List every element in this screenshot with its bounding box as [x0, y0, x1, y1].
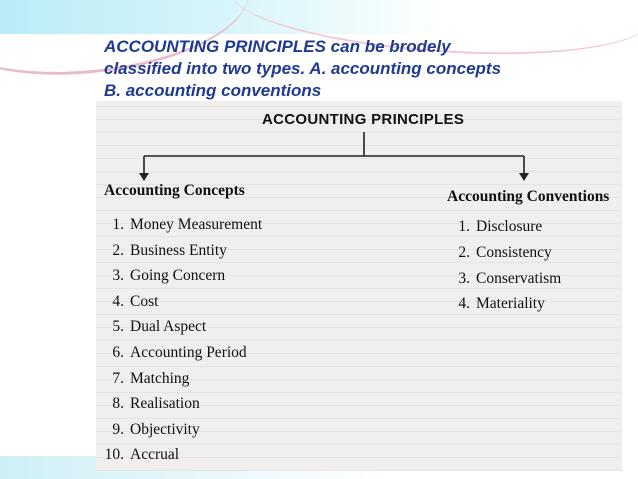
item-number: 1. [458, 218, 470, 235]
list-item [102, 340, 262, 366]
heading-line-2: classified into two types. A. accounting concepts [104, 59, 502, 78]
item-text: Dual Aspect [130, 318, 207, 336]
item-number: 1. [112, 216, 124, 233]
list-item [102, 212, 262, 238]
list-item [448, 214, 561, 240]
item-number: 5. [112, 318, 124, 336]
list-item [102, 238, 262, 264]
list-item [448, 266, 561, 292]
item-number: 4. [458, 295, 470, 313]
list-item [102, 366, 262, 392]
item-number: 9. [112, 420, 124, 438]
list-item [448, 240, 561, 266]
list-item [102, 417, 262, 443]
item-number: 7. [112, 369, 124, 387]
item-text: Objectivity [130, 420, 200, 438]
list-item [102, 289, 262, 315]
accounting-conventions-heading: Accounting Conventions [447, 188, 610, 205]
item-number: 6. [112, 343, 124, 361]
accounting-concepts-list [102, 212, 262, 468]
item-text: Accounting Period [130, 343, 247, 361]
list-item [102, 314, 262, 340]
diagram-root-title: ACCOUNTING PRINCIPLES [262, 111, 465, 128]
item-text: Business Entity [130, 241, 227, 259]
list-item [102, 442, 262, 468]
item-text: Accrual [130, 446, 180, 464]
left-arrowhead [139, 173, 149, 181]
item-number: 3. [458, 269, 470, 287]
heading-line-1: ACCOUNTING PRINCIPLES can be brodely [104, 37, 451, 56]
item-number: 2. [458, 243, 470, 261]
item-number: 2. [112, 241, 124, 259]
item-number: 3. [112, 267, 124, 285]
accounting-concepts-heading: Accounting Concepts [104, 182, 245, 199]
item-text: Cost [130, 292, 159, 310]
list-item [102, 391, 262, 417]
item-number: 10. [104, 446, 124, 464]
list-item [448, 291, 561, 317]
item-text: Going Concern [130, 267, 226, 285]
item-text: Conservatism [476, 269, 562, 287]
list-item [102, 263, 262, 289]
item-text: Matching [130, 369, 190, 387]
right-arrowhead [519, 173, 529, 181]
item-number: 4. [112, 292, 124, 310]
item-text: Money Measurement [130, 216, 263, 233]
accounting-conventions-list [448, 214, 561, 317]
heading-line-3: B. accounting conventions [104, 81, 322, 100]
item-text: Consistency [476, 243, 552, 261]
item-text: Materiality [476, 295, 545, 313]
item-number: 8. [112, 395, 124, 413]
item-text: Disclosure [476, 218, 543, 235]
item-text: Realisation [130, 395, 200, 413]
